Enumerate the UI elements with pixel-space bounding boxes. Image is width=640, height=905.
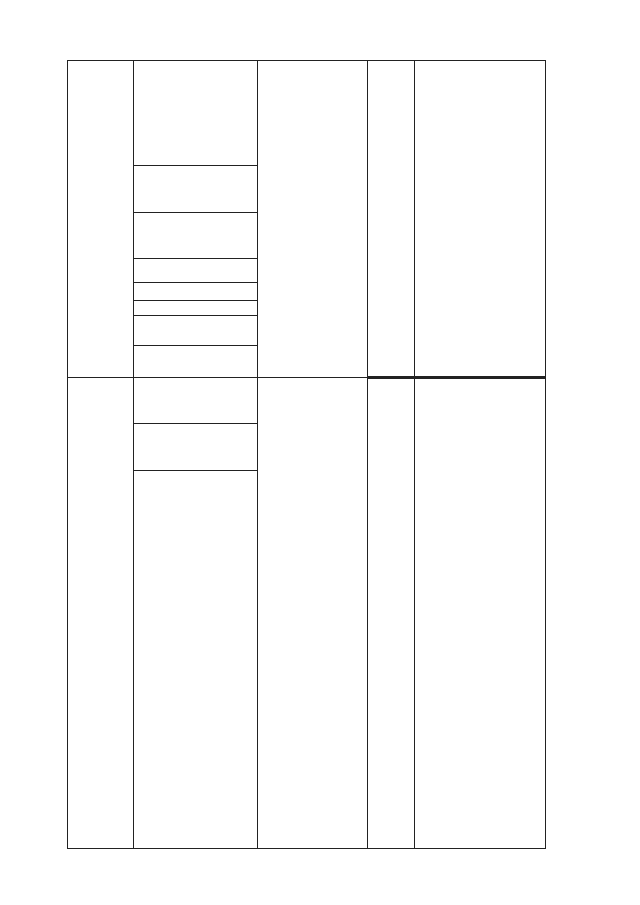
- method-cell: [136, 472, 254, 552]
- method-cell: [136, 380, 254, 422]
- method-cell: [136, 214, 254, 257]
- method-cell: [136, 284, 254, 299]
- treatment-type-cell: [260, 380, 364, 440]
- diagnosis-cell: [260, 640, 364, 845]
- method-name-cell: [418, 635, 543, 845]
- method-cell: [136, 167, 254, 211]
- method-cell: [136, 62, 254, 164]
- method-cell: [136, 425, 254, 469]
- method-cell: [136, 347, 254, 376]
- method-cell: [136, 302, 254, 314]
- method-cell: [136, 260, 254, 281]
- diagnosis-code-cell: [370, 705, 412, 845]
- method-cell: [136, 317, 254, 344]
